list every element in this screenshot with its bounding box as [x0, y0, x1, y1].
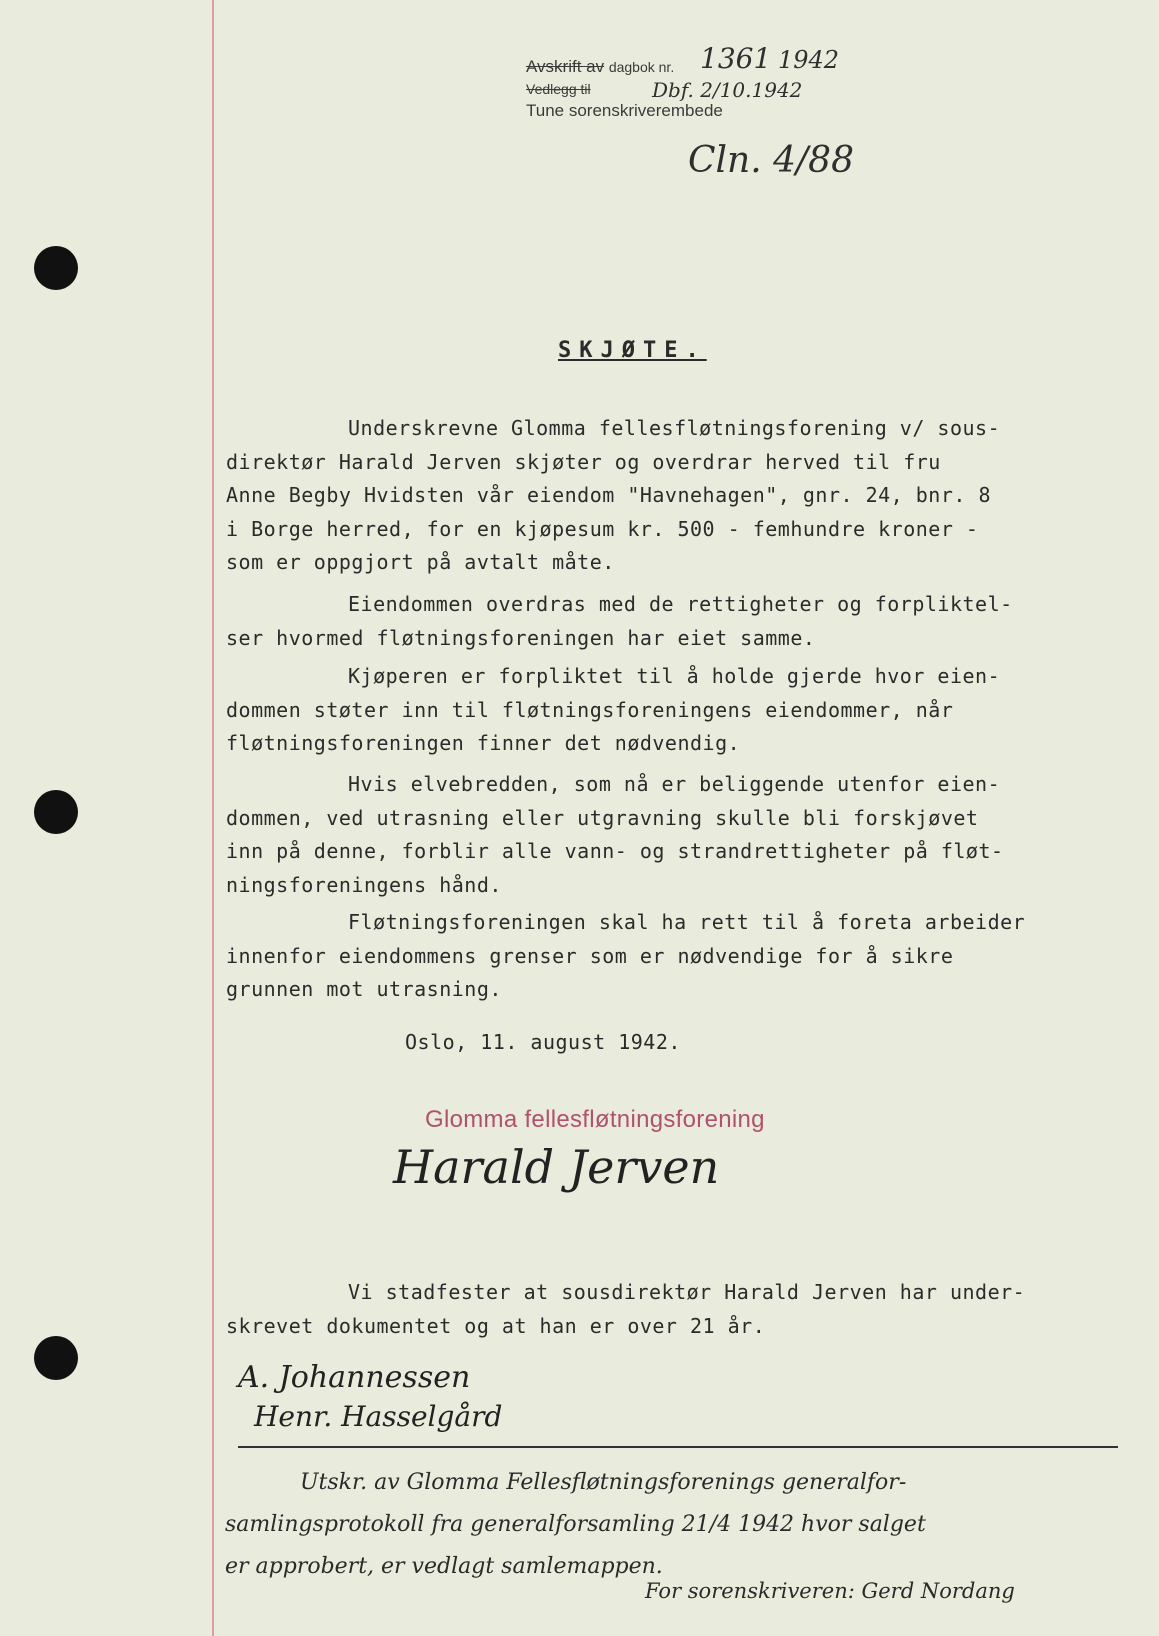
text-line: Hvis elvebredden, som nå er beliggende utenfor eien- [348, 772, 1001, 796]
text-line: som er oppgjort på avtalt måte. [226, 550, 615, 574]
punch-hole [34, 1336, 78, 1380]
text-line: skrevet dokumentet og at han er over 21 år. [226, 1313, 766, 1338]
text-line: direktør Harald Jerven skjøter og overdrar herved til fru [226, 449, 941, 474]
text-line: i Borge herred, for en kjøpesum kr. 500 - femhundre kroner - [226, 516, 979, 541]
note-line: er approbert, er vedlagt samlemappen. [225, 1554, 663, 1579]
paragraph-5 [226, 906, 1086, 1007]
note-line: samlingsprotokoll fra generalforsamling 21/4 1942 hvor salget [225, 1512, 926, 1537]
text-line: ningsforeningens hånd. [226, 872, 502, 897]
stamp-vedlegg: Vedlegg til [526, 81, 591, 97]
note-line: For sorenskriveren: Gerd Nordang [645, 1579, 1015, 1603]
divider [238, 1446, 1118, 1448]
punch-hole [34, 246, 78, 290]
witness-signature-1: A. Johannessen [238, 1360, 471, 1395]
organization-stamp: Glomma fellesfløtningsforening [425, 1106, 765, 1133]
stamp-dagbok: dagbok nr. [608, 59, 675, 75]
attestation [226, 1276, 1086, 1343]
stamp-office: Tune sorenskriverembede [526, 101, 723, 120]
margin-line [212, 0, 214, 1636]
signature-main: Harald Jerven [393, 1140, 720, 1194]
text-line: Fløtningsforeningen skal ha rett til å foreta arbeider [348, 910, 1026, 934]
note-line: Utskr. av Glomma Fellesfløtningsforenings generalfor- [300, 1470, 907, 1495]
text-line: Underskrevne Glomma fellesfløtningsforening v/ sous- [348, 416, 1001, 440]
place-date: Oslo, 11. august 1942. [405, 1030, 681, 1054]
text-line: dommen støter inn til fløtningsforeningens eiendommer, når [226, 697, 954, 722]
handwritten-note [225, 1462, 1130, 1612]
witness-signature-2: Henr. Hasselgård [254, 1400, 503, 1433]
text-line: inn på denne, forblir alle vann- og strandrettigheter på fløt- [226, 839, 1004, 863]
journal-number: 1361 [700, 42, 772, 75]
text-line: Anne Begby Hvidsten vår eiendom "Havnehagen", gnr. 24, bnr. 8 [226, 483, 992, 507]
text-line: ser hvormed fløtningsforeningen har eiet samme. [226, 625, 816, 650]
text-line: Vi stadfester at sousdirektør Harald Jerven har under- [348, 1280, 1026, 1304]
text-line: grunnen mot utrasning. [226, 977, 502, 1001]
punch-hole [34, 790, 78, 834]
text-line: innenfor eiendommens grenser som er nødvendige for å sikre [226, 943, 954, 968]
paragraph-4 [226, 768, 1086, 902]
text-line: fløtningsforeningen finner det nødvendig. [226, 731, 741, 755]
text-line: Kjøperen er forpliktet til å holde gjerde hvor eien- [348, 664, 1001, 688]
date-note: Dbf. 2/10.1942 [652, 78, 803, 102]
case-mark: Cln. 4/88 [688, 140, 854, 181]
paragraph-3 [226, 660, 1086, 761]
text-line: Eiendommen overdras med de rettigheter og forpliktel- [348, 592, 1013, 616]
stamp-avskrift: Avskrift av [526, 57, 605, 76]
text-line: dommen, ved utrasning eller utgravning skulle bli forskjøvet [226, 805, 979, 830]
paragraph-1 [226, 412, 1086, 580]
paragraph-2 [226, 588, 1086, 655]
document-title: SKJØTE. [558, 338, 707, 363]
journal-year: 1942 [778, 46, 840, 74]
